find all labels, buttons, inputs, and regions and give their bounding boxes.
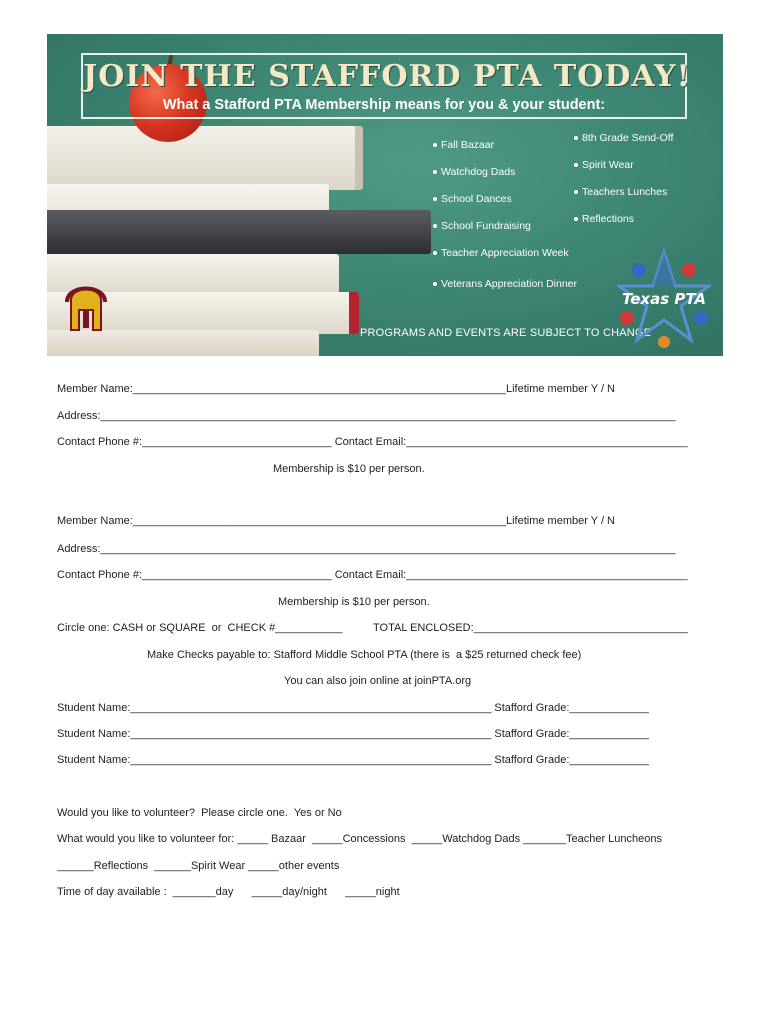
event-item: Fall Bazaar [433, 139, 494, 151]
address-line-1[interactable]: Address:______________________________________________________________________________________________ [57, 410, 676, 422]
texas-pta-logo [617, 248, 711, 348]
membership-fee-1: Membership is $10 per person. [273, 463, 425, 475]
member-name-line-2[interactable]: Member Name:_____________________________________________________________Lifetime member Y / N [57, 515, 615, 527]
volunteer-options[interactable]: What would you like to volunteer for: _____ Bazaar _____Concessions _____Watchdog Dads _______Teacher Luncheons [57, 833, 662, 845]
change-note: PROGRAMS AND EVENTS ARE SUBJECT TO CHANGE [360, 327, 652, 339]
header-banner [47, 34, 723, 356]
event-item: Veterans Appreciation Dinner [433, 278, 577, 290]
banner-title: JOIN THE STAFFORD PTA TODAY! [83, 59, 691, 94]
event-item: Spirit Wear [574, 159, 634, 171]
event-item: School Fundraising [433, 220, 531, 232]
title-frame [81, 53, 691, 119]
spartan-helmet-icon [63, 280, 109, 336]
event-item: Teacher Appreciation Week [433, 247, 569, 259]
book-top [47, 126, 363, 190]
contact-line-1[interactable]: Contact Phone #:_______________________________ Contact Email:______________________________________________ [57, 436, 688, 448]
time-available-line[interactable]: Time of day available : _______day _____day/night _____night [57, 886, 400, 898]
payment-method-line[interactable]: Circle one: CASH or SQUARE or CHECK #___________ [57, 622, 343, 634]
pta-logo-text: Texas PTA [621, 290, 707, 308]
membership-fee-2: Membership is $10 per person. [278, 596, 430, 608]
student-name-line[interactable]: Student Name:___________________________________________________________ Stafford Grade:_____________ [57, 754, 649, 766]
event-item: Watchdog Dads [433, 166, 515, 178]
volunteer-question[interactable]: Would you like to volunteer? Please circle one. Yes or No [57, 807, 342, 819]
banner-subtitle: What a Stafford PTA Membership means for you & your student: [162, 97, 606, 113]
online-join-note: You can also join online at joinPTA.org [284, 675, 472, 687]
event-item: 8th Grade Send-Off [574, 132, 673, 144]
event-item: School Dances [433, 193, 512, 205]
event-item: Teachers Lunches [574, 186, 667, 198]
event-item: Reflections [574, 213, 634, 225]
laptop [47, 210, 431, 254]
student-name-line[interactable]: Student Name:___________________________________________________________ Stafford Grade:_____________ [57, 728, 649, 740]
member-name-line-1[interactable]: Member Name:_____________________________________________________________Lifetime member Y / N [57, 383, 615, 395]
contact-line-2[interactable]: Contact Phone #:_______________________________ Contact Email:______________________________________________ [57, 569, 688, 581]
total-enclosed-line[interactable]: TOTAL ENCLOSED:___________________________________ [373, 622, 688, 634]
checks-payable-note: Make Checks payable to: Stafford Middle School PTA (there is a $25 returned check fee) [147, 649, 582, 661]
address-line-2[interactable]: Address:______________________________________________________________________________________________ [57, 543, 676, 555]
student-name-line[interactable]: Student Name:___________________________________________________________ Stafford Grade:_____________ [57, 702, 649, 714]
volunteer-options-more[interactable]: ______Reflections ______Spirit Wear _____other events [57, 860, 340, 872]
